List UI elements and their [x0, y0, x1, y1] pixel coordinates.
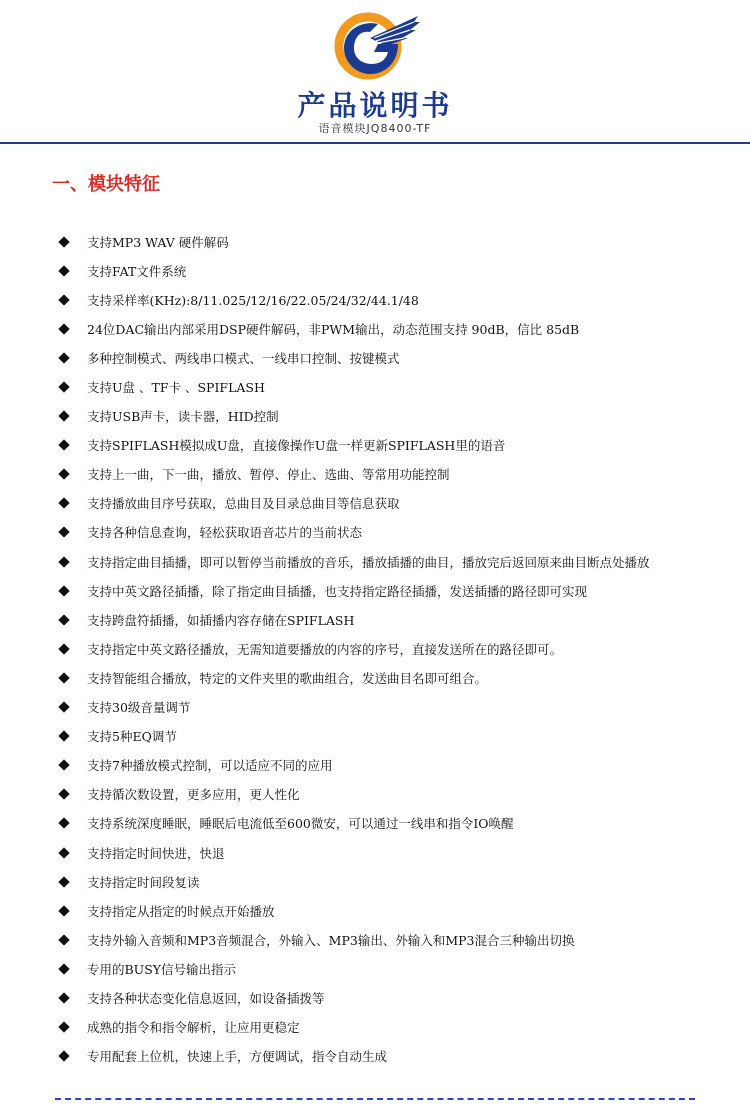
footer-divider [55, 1098, 695, 1100]
diamond-bullet-icon [58, 672, 69, 683]
diamond-bullet-icon [58, 440, 69, 451]
feature-text: 支持MP3 WAV 硬件解码 [87, 234, 229, 250]
header-divider [0, 142, 750, 144]
document-header [0, 0, 750, 145]
diamond-bullet-icon [58, 498, 69, 509]
feature-text: 支持5种EQ调节 [87, 729, 177, 745]
list-item [58, 693, 650, 722]
list-item [58, 809, 650, 838]
list-item [58, 256, 650, 285]
feature-text: 专用配套上位机，快速上手，方便调试，指令自动生成 [87, 1049, 388, 1065]
diamond-bullet-icon [58, 352, 69, 363]
diamond-bullet-icon [58, 614, 69, 625]
list-item [58, 489, 650, 518]
feature-text: 支持USB声卡，读卡器，HID控制 [87, 409, 279, 425]
feature-text: 支持循次数设置，更多应用，更人性化 [87, 787, 300, 803]
feature-text: 成熟的指令和指令解析，让应用更稳定 [87, 1020, 300, 1036]
diamond-bullet-icon [58, 992, 69, 1003]
list-item [58, 402, 650, 431]
list-item [58, 780, 650, 809]
list-item [58, 227, 650, 256]
feature-text: 24位DAC输出内部采用DSP硬件解码，非PWM输出，动态范围支持 90dB，信比 85dB [87, 321, 580, 337]
feature-text: 支持上一曲，下一曲，播放、暂停、停止、选曲、等常用功能控制 [87, 467, 450, 483]
list-item [58, 431, 650, 460]
list-item [58, 838, 650, 867]
feature-text: 支持各种信息查询，轻松获取语音芯片的当前状态 [87, 525, 363, 541]
diamond-bullet-icon [58, 760, 69, 771]
diamond-bullet-icon [58, 789, 69, 800]
feature-text: 支持采样率(KHz):8/11.025/12/16/22.05/24/32/44.1/48 [87, 292, 419, 308]
feature-list [58, 227, 650, 1071]
list-item [58, 663, 650, 692]
diamond-bullet-icon [58, 1051, 69, 1062]
feature-text: 支持各种状态变化信息返回，如设备插拨等 [87, 990, 325, 1006]
list-item [58, 751, 650, 780]
diamond-bullet-icon [58, 876, 69, 887]
feature-text: 支持FAT文件系统 [87, 263, 187, 279]
list-item [58, 372, 650, 401]
diamond-bullet-icon [58, 323, 69, 334]
diamond-bullet-icon [58, 236, 69, 247]
document-subtitle: 语音模块JQ8400-TF [318, 122, 432, 135]
feature-text: 支持智能组合播放，特定的文件夹里的歌曲组合，发送曲目名即可组合。 [87, 670, 488, 686]
list-item [58, 285, 650, 314]
diamond-bullet-icon [58, 469, 69, 480]
feature-text: 多种控制模式、两线串口模式、一线串口控制、按键模式 [87, 350, 400, 366]
wing-g-logo-icon [330, 8, 420, 80]
list-item [58, 460, 650, 489]
list-item [58, 1013, 650, 1042]
list-item [58, 867, 650, 896]
list-item [58, 1042, 650, 1071]
diamond-bullet-icon [58, 556, 69, 567]
list-item [58, 518, 650, 547]
feature-text: 支持U盘 、TF卡 、SPIFLASH [87, 380, 265, 396]
feature-text: 专用的BUSY信号输出指示 [87, 961, 237, 977]
feature-text: 支持SPIFLASH模拟成U盘，直接像操作U盘一样更新SPIFLASH里的语音 [87, 438, 506, 454]
list-item [58, 722, 650, 751]
feature-text: 支持指定中英文路径播放，无需知道要播放的内容的序号，直接发送所在的路径即可。 [87, 641, 563, 657]
feature-text: 支持指定从指定的时候点开始播放 [87, 903, 275, 919]
diamond-bullet-icon [58, 410, 69, 421]
feature-text: 支持中英文路径插播，除了指定曲目插播，也支持指定路径插播，发送插播的路径即可实现 [87, 583, 588, 599]
list-item [58, 343, 650, 372]
feature-text: 支持指定时间快进，快退 [87, 845, 225, 861]
diamond-bullet-icon [58, 381, 69, 392]
feature-text: 支持系统深度睡眠，睡眠后电流低至600微安，可以通过一线串和指令IO唤醒 [87, 816, 514, 832]
list-item [58, 954, 650, 983]
feature-text: 支持播放曲目序号获取，总曲目及目录总曲目等信息获取 [87, 496, 400, 512]
list-item [58, 605, 650, 634]
list-item [58, 983, 650, 1012]
list-item [58, 576, 650, 605]
diamond-bullet-icon [58, 585, 69, 596]
diamond-bullet-icon [58, 730, 69, 741]
feature-text: 支持外输入音频和MP3音频混合，外输入、MP3输出、外输入和MP3混合三种输出切换 [87, 932, 575, 948]
diamond-bullet-icon [58, 701, 69, 712]
diamond-bullet-icon [58, 294, 69, 305]
feature-text: 支持跨盘符插播，如插播内容存储在SPIFLASH [87, 612, 355, 628]
list-item [58, 314, 650, 343]
document-title: 产品说明书 [297, 89, 453, 122]
diamond-bullet-icon [58, 818, 69, 829]
diamond-bullet-icon [58, 905, 69, 916]
diamond-bullet-icon [58, 963, 69, 974]
feature-text: 支持7种播放模式控制，可以适应不同的应用 [87, 758, 333, 774]
list-item [58, 547, 650, 576]
diamond-bullet-icon [58, 527, 69, 538]
diamond-bullet-icon [58, 643, 69, 654]
diamond-bullet-icon [58, 934, 69, 945]
diamond-bullet-icon [58, 847, 69, 858]
feature-text: 支持指定曲目插播，即可以暂停当前播放的音乐，播放插播的曲目，播放完后返回原来曲目断点处播放 [87, 554, 650, 570]
feature-text: 支持30级音量调节 [87, 700, 191, 716]
list-item [58, 896, 650, 925]
diamond-bullet-icon [58, 265, 69, 276]
list-item [58, 634, 650, 663]
diamond-bullet-icon [58, 1021, 69, 1032]
list-item [58, 925, 650, 954]
feature-text: 支持指定时间段复读 [87, 874, 200, 890]
section-title: 一、模块特征 [52, 174, 160, 195]
